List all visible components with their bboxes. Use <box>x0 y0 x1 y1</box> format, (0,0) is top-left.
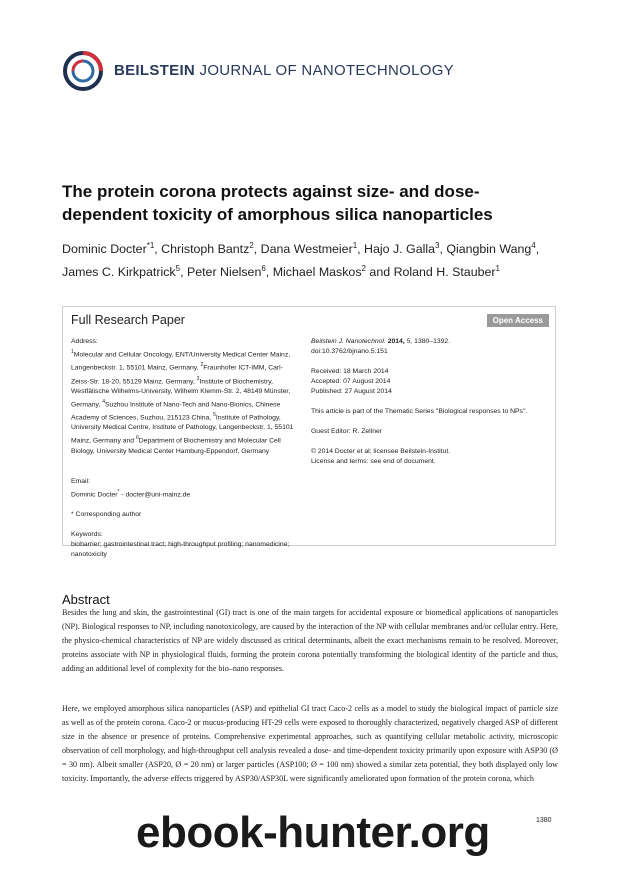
author-affiliation-sup: *1 <box>146 241 155 250</box>
watermark: ebook-hunter.org <box>136 808 490 857</box>
accepted-date: Accepted: 07 August 2014 <box>311 378 391 385</box>
author-affiliation-sup: 2 <box>361 264 366 274</box>
abstract-paragraph-2: Here, we employed amorphous silica nanoparticles (ASP) and epithelial GI tract Caco-2 cells as a model to study the biological impact of particle size as well as of the protein corona. Caco-2 or mucus-producing HT-29 cells were exposed to thoroughly characterized, negatively charged ASP of different size in the absence or presence of proteins. Comprehensive experimental approaches, such as quantifying cellular metabolic activity, microscopic observation of cell morphology, and high-throughput cell analysis revealed a dose- and time-dependent toxicity primarily upon exposure with ASP30 (Ø = 30 nm). Albeit smaller (ASP20, Ø = 20 nm) or larger particles (ASP100; Ø = 100 nm) showed a similar zeta potential, they both displayed only low toxicity. Importantly, the adverse effects triggered by ASP30/ASP30L were significantly ameliorated upon formation of the protein corona, which <box>62 704 558 783</box>
affiliation-sup: 1 <box>71 349 74 355</box>
citation-volume: 5, <box>406 338 413 345</box>
email-line <box>71 487 299 500</box>
author-affiliation-sup: 2 <box>249 241 254 250</box>
citation-year: 2014, <box>387 338 405 345</box>
open-access-badge: Open Access <box>487 314 549 327</box>
page-number: 1380 <box>536 817 552 824</box>
keywords: biobarrier; gastrointestinal tract; high-throughput profiling; nanomedicine; nanotoxicity <box>71 540 290 558</box>
email-label: Email: <box>71 477 90 485</box>
thematic-series: This article is part of the Thematic Series "Biological responses to NPs". <box>311 408 528 415</box>
author-name: Qiangbin Wang <box>446 242 532 257</box>
published-date: Published: 27 August 2014 <box>311 388 392 395</box>
citation <box>311 337 551 347</box>
affiliation-text: Suzhou Institute of Nano-Tech and Nano-Bionics, Chinese Academy of Sciences, Suzhou, 215123 China, <box>71 401 281 422</box>
author-name: Hajo J. Galla <box>364 242 435 257</box>
affiliation-text: Institute of Pathology, University Medical Centre, Institute of Pathology, Langenbeckstr. 1, 55101 Mainz, Germany and <box>71 414 294 445</box>
citation-journal: Beilstein J. Nanotechnol. <box>311 338 386 345</box>
email-name: Dominic Docter <box>71 490 118 498</box>
author-name: Christoph Bantz <box>161 242 250 257</box>
keywords-label: Keywords: <box>71 530 103 538</box>
author-affiliation-sup: 6 <box>261 264 266 274</box>
email-sup: * <box>117 488 120 495</box>
copyright: © 2014 Docter et al; licensee Beilstein-Institut. <box>311 448 451 455</box>
abstract-heading: Abstract <box>62 592 110 607</box>
author-name: Dana Westmeier <box>260 242 353 257</box>
email-address[interactable]: - docter@uni-mainz.de <box>119 490 191 498</box>
author-name: Michael Maskos <box>272 265 362 280</box>
received-date: Received: 18 March 2014 <box>311 368 389 375</box>
author-affiliation-sup: 5 <box>175 264 181 274</box>
article-info-card <box>62 306 556 558</box>
affiliation-text: Fraunhofer ICT-IMM, Carl-Zeiss-Str. 18-20, 55129 Mainz, Germany, <box>71 364 283 385</box>
license-terms: License and terms: see end of document. <box>311 458 436 465</box>
address-column <box>71 337 299 560</box>
author-list: Dominic Docter$^{*1}$, Christoph Bantz$^2$, Dana Westmeier$^1$, Hajo J. Galla$^3$, Qiangbin Wang$^4$, James C. Kirkpatrick$^5$, Peter Nielsen$^6$, Michael Maskos$^2$ and Roland H. Stauber$^1$ <box>62 241 540 280</box>
author-name: Peter Nielsen <box>186 265 262 280</box>
author-affiliation-sup: 4 <box>531 241 536 250</box>
citation-pages: 1380–1392. <box>414 338 451 345</box>
address-label: Address: <box>71 338 98 345</box>
journal-name <box>114 62 454 79</box>
journal-logo-icon <box>62 50 104 92</box>
affiliation-sup: 3 <box>196 375 200 382</box>
guest-editor: Guest Editor: R. Zellner <box>311 428 383 435</box>
citation-column <box>311 337 551 467</box>
affiliation-sup: 4 <box>102 398 106 405</box>
affiliation-sup: 6 <box>135 435 139 442</box>
abstract-paragraph-1: Besides the lung and skin, the gastrointestinal (GI) tract is one of the main targets for accidental exposure or biomedical applications of nanoparticles (NP). Biological responses to NP, including nanotoxicology, are caused by the interaction of the NP with cellular membranes and/or cellular entry. Here, the physico-chemical characteristics of NP are widely discussed as critical determinants, albeit the exact mechanisms remain to be resolved. Moreover, proteins associate with NP in physiological fluids, forming the protein corona potentially transforming the biological identity of the particle and thus, adding an additional level of complexity for the bio–nano responses. <box>62 608 558 673</box>
journal-brand: BEILSTEIN <box>114 62 196 79</box>
author-affiliation-sup: 1 <box>495 264 500 274</box>
affiliation-text: Molecular and Cellular Oncology, ENT/University Medical Center Mainz, Langenbeckstr. 1, 55101 Mainz, Germany, <box>71 351 291 372</box>
affiliation-sup: 5 <box>213 412 216 419</box>
affiliation-text: Institute of Biochemistry, Westfälische Wilhelms-University, Wilhelm Klemm-Str. 2, 48149 Münster, Germany, <box>71 377 291 409</box>
author-name: James C. Kirkpatrick <box>62 265 176 280</box>
author-affiliation-sup: 3 <box>434 241 440 250</box>
journal-title: JOURNAL OF NANOTECHNOLOGY <box>199 62 454 79</box>
corresponding-note: * Corresponding author <box>71 510 142 518</box>
article-title: The protein corona protects against size- and dose-dependent toxicity of amorphous silica nanoparticles <box>62 182 493 224</box>
author-affiliation-sup: 1 <box>352 241 358 250</box>
authors-and: and <box>369 265 391 280</box>
doi[interactable]: doi:10.3762/bjnano.5.151 <box>311 348 388 355</box>
author-name: Roland H. Stauber <box>393 265 496 280</box>
affiliation-text: Department of Biochemistry and Molecular Cell Biology, University Medical Center Hamburg-Eppendorf, Germany <box>71 437 281 455</box>
affiliation-sup: 2 <box>200 362 204 369</box>
article-type: Full Research Paper <box>71 313 185 327</box>
affiliations <box>71 347 299 457</box>
author-name: Dominic Docter <box>62 242 147 257</box>
